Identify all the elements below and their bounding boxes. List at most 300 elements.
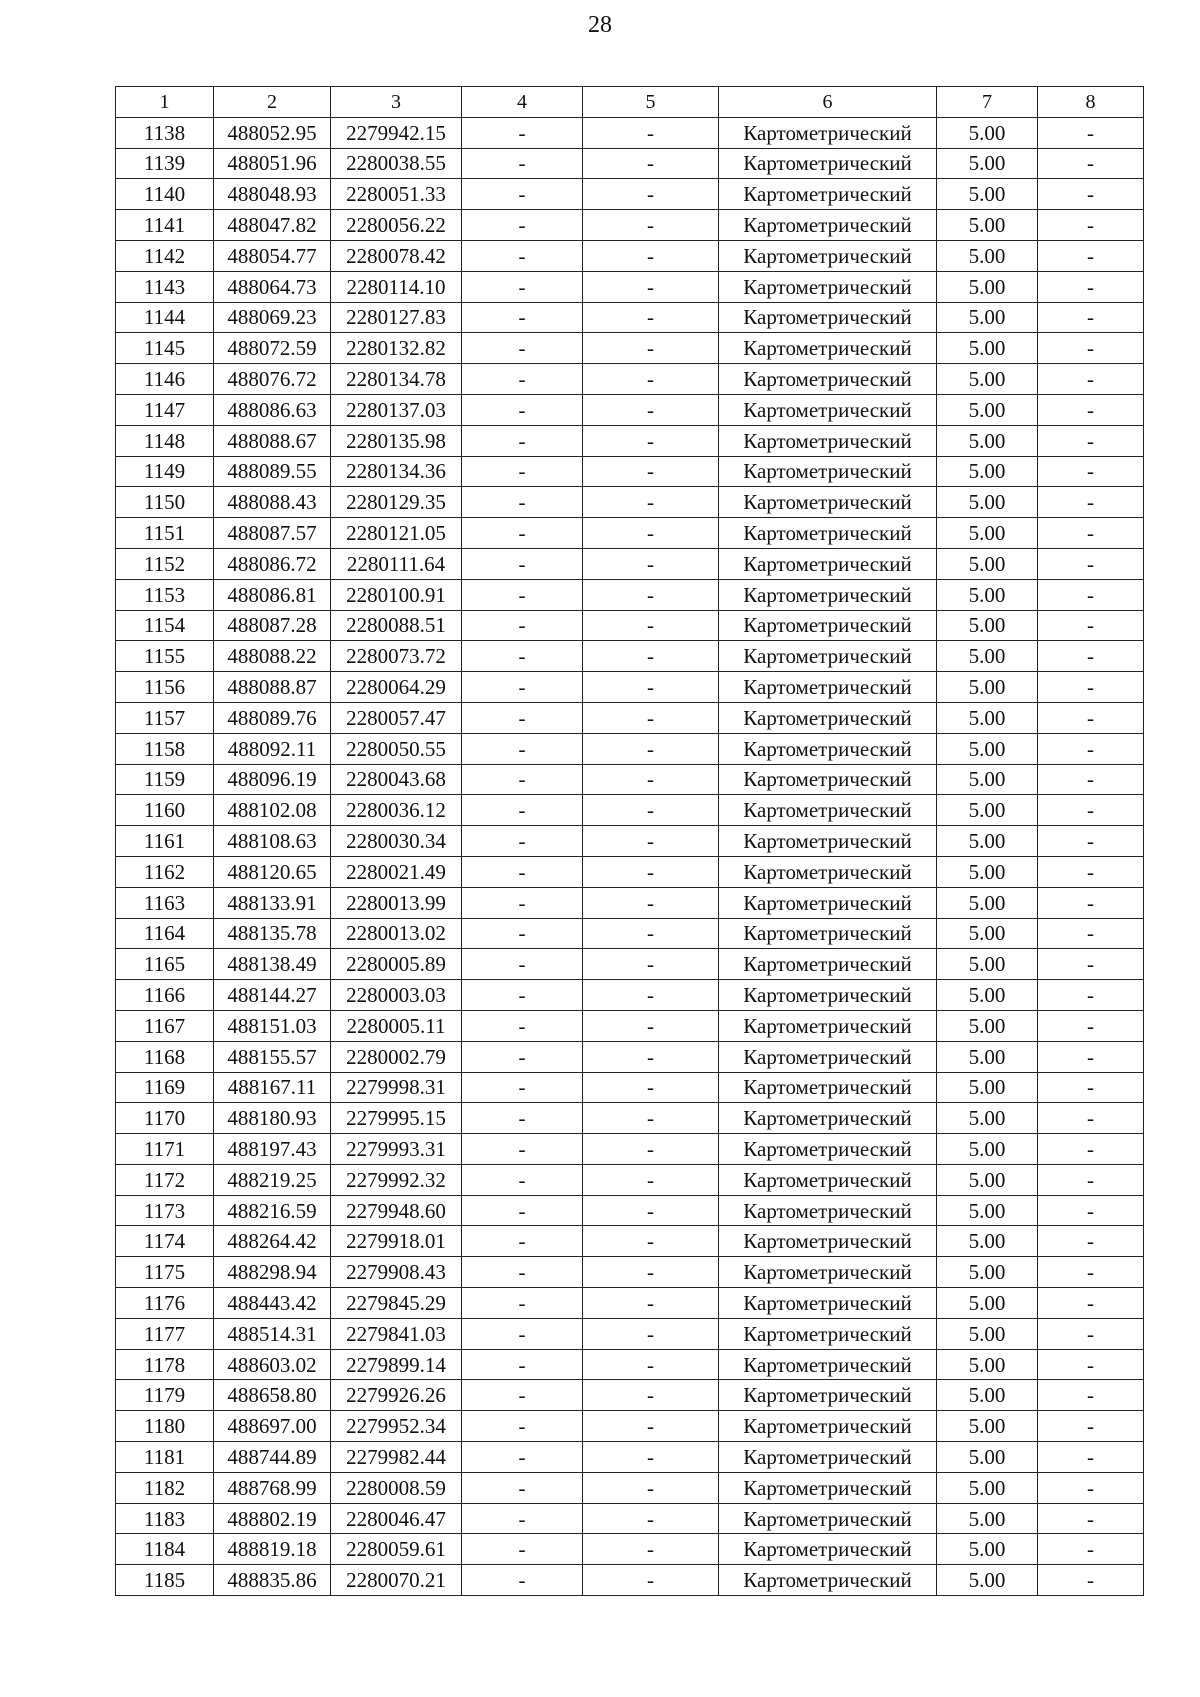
y-coordinate-cell: 2280043.68 [331,764,462,795]
table-row [116,1442,1144,1473]
x-coordinate-cell: 488514.31 [214,1318,331,1349]
col4-cell: - [462,764,583,795]
col8-cell: - [1038,117,1144,148]
method-cell: Картометрический [719,117,937,148]
y-coordinate-cell: 2280127.83 [331,302,462,333]
point-number-cell: 1185 [116,1565,214,1596]
point-number-cell: 1164 [116,918,214,949]
col5-cell: - [583,548,719,579]
x-coordinate-cell: 488088.87 [214,672,331,703]
y-coordinate-cell: 2280111.64 [331,548,462,579]
col4-cell: - [462,548,583,579]
col8-cell: - [1038,210,1144,241]
table-row [116,394,1144,425]
table-row [116,518,1144,549]
y-coordinate-cell: 2280073.72 [331,641,462,672]
point-number-cell: 1145 [116,333,214,364]
y-coordinate-cell: 2279926.26 [331,1380,462,1411]
accuracy-cell: 5.00 [937,610,1038,641]
method-cell: Картометрический [719,271,937,302]
point-number-cell: 1167 [116,1010,214,1041]
col5-cell: - [583,1288,719,1319]
method-cell: Картометрический [719,1041,937,1072]
table-row [116,672,1144,703]
y-coordinate-cell: 2279992.32 [331,1164,462,1195]
method-cell: Картометрический [719,641,937,672]
col4-cell: - [462,1164,583,1195]
column-header: 2 [214,87,331,118]
x-coordinate-cell: 488697.00 [214,1411,331,1442]
point-number-cell: 1152 [116,548,214,579]
table-row [116,1164,1144,1195]
table-row [116,148,1144,179]
point-number-cell: 1141 [116,210,214,241]
x-coordinate-cell: 488087.28 [214,610,331,641]
x-coordinate-cell: 488048.93 [214,179,331,210]
col4-cell: - [462,856,583,887]
accuracy-cell: 5.00 [937,733,1038,764]
table-row [116,610,1144,641]
table-row [116,1318,1144,1349]
col5-cell: - [583,672,719,703]
method-cell: Картометрический [719,1503,937,1534]
accuracy-cell: 5.00 [937,425,1038,456]
col4-cell: - [462,518,583,549]
col8-cell: - [1038,1472,1144,1503]
point-number-cell: 1178 [116,1349,214,1380]
accuracy-cell: 5.00 [937,1041,1038,1072]
method-cell: Картометрический [719,1134,937,1165]
y-coordinate-cell: 2280135.98 [331,425,462,456]
table-row [116,456,1144,487]
col5-cell: - [583,1349,719,1380]
table-row [116,1349,1144,1380]
col4-cell: - [462,1534,583,1565]
table-row [116,980,1144,1011]
accuracy-cell: 5.00 [937,1226,1038,1257]
col5-cell: - [583,210,719,241]
col8-cell: - [1038,1380,1144,1411]
x-coordinate-cell: 488086.81 [214,579,331,610]
col4-cell: - [462,240,583,271]
column-header: 7 [937,87,1038,118]
point-number-cell: 1162 [116,856,214,887]
col8-cell: - [1038,548,1144,579]
accuracy-cell: 5.00 [937,302,1038,333]
point-number-cell: 1170 [116,1103,214,1134]
table-row [116,1257,1144,1288]
point-number-cell: 1143 [116,271,214,302]
x-coordinate-cell: 488180.93 [214,1103,331,1134]
col5-cell: - [583,641,719,672]
point-number-cell: 1142 [116,240,214,271]
table-row [116,1503,1144,1534]
col8-cell: - [1038,364,1144,395]
col5-cell: - [583,1472,719,1503]
accuracy-cell: 5.00 [937,1164,1038,1195]
col5-cell: - [583,610,719,641]
col4-cell: - [462,364,583,395]
y-coordinate-cell: 2280046.47 [331,1503,462,1534]
col4-cell: - [462,210,583,241]
col8-cell: - [1038,425,1144,456]
x-coordinate-cell: 488298.94 [214,1257,331,1288]
accuracy-cell: 5.00 [937,364,1038,395]
x-coordinate-cell: 488108.63 [214,826,331,857]
method-cell: Картометрический [719,210,937,241]
x-coordinate-cell: 488768.99 [214,1472,331,1503]
accuracy-cell: 5.00 [937,394,1038,425]
y-coordinate-cell: 2280129.35 [331,487,462,518]
point-number-cell: 1168 [116,1041,214,1072]
y-coordinate-cell: 2280064.29 [331,672,462,703]
col4-cell: - [462,918,583,949]
method-cell: Картометрический [719,148,937,179]
method-cell: Картометрический [719,333,937,364]
col5-cell: - [583,1257,719,1288]
table-row [116,1534,1144,1565]
col4-cell: - [462,1103,583,1134]
accuracy-cell: 5.00 [937,641,1038,672]
point-number-cell: 1157 [116,702,214,733]
table-row [116,1226,1144,1257]
col4-cell: - [462,641,583,672]
table-row [116,641,1144,672]
point-number-cell: 1161 [116,826,214,857]
col4-cell: - [462,1226,583,1257]
x-coordinate-cell: 488133.91 [214,887,331,918]
method-cell: Картометрический [719,302,937,333]
accuracy-cell: 5.00 [937,856,1038,887]
y-coordinate-cell: 2280088.51 [331,610,462,641]
col5-cell: - [583,1442,719,1473]
method-cell: Картометрический [719,826,937,857]
col4-cell: - [462,795,583,826]
accuracy-cell: 5.00 [937,271,1038,302]
point-number-cell: 1172 [116,1164,214,1195]
column-header: 3 [331,87,462,118]
method-cell: Картометрический [719,1257,937,1288]
point-number-cell: 1179 [116,1380,214,1411]
y-coordinate-cell: 2280134.78 [331,364,462,395]
accuracy-cell: 5.00 [937,1472,1038,1503]
x-coordinate-cell: 488088.67 [214,425,331,456]
method-cell: Картометрический [719,856,937,887]
col5-cell: - [583,980,719,1011]
point-number-cell: 1169 [116,1072,214,1103]
col5-cell: - [583,1380,719,1411]
method-cell: Картометрический [719,1226,937,1257]
point-number-cell: 1171 [116,1134,214,1165]
table-row [116,1195,1144,1226]
y-coordinate-cell: 2280114.10 [331,271,462,302]
col4-cell: - [462,333,583,364]
accuracy-cell: 5.00 [937,148,1038,179]
table-row [116,179,1144,210]
accuracy-cell: 5.00 [937,579,1038,610]
col4-cell: - [462,733,583,764]
table-row [116,425,1144,456]
col8-cell: - [1038,918,1144,949]
x-coordinate-cell: 488835.86 [214,1565,331,1596]
y-coordinate-cell: 2280013.02 [331,918,462,949]
table-row [116,1288,1144,1319]
x-coordinate-cell: 488197.43 [214,1134,331,1165]
col8-cell: - [1038,980,1144,1011]
col4-cell: - [462,672,583,703]
col8-cell: - [1038,148,1144,179]
x-coordinate-cell: 488167.11 [214,1072,331,1103]
col8-cell: - [1038,1442,1144,1473]
y-coordinate-cell: 2279993.31 [331,1134,462,1165]
col4-cell: - [462,456,583,487]
table-row [116,1380,1144,1411]
x-coordinate-cell: 488086.72 [214,548,331,579]
y-coordinate-cell: 2280030.34 [331,826,462,857]
y-coordinate-cell: 2280005.89 [331,949,462,980]
point-number-cell: 1184 [116,1534,214,1565]
table-row [116,1472,1144,1503]
point-number-cell: 1182 [116,1472,214,1503]
point-number-cell: 1165 [116,949,214,980]
x-coordinate-cell: 488086.63 [214,394,331,425]
x-coordinate-cell: 488144.27 [214,980,331,1011]
accuracy-cell: 5.00 [937,1534,1038,1565]
accuracy-cell: 5.00 [937,1103,1038,1134]
col8-cell: - [1038,1195,1144,1226]
column-header: 6 [719,87,937,118]
col4-cell: - [462,117,583,148]
method-cell: Картометрический [719,887,937,918]
x-coordinate-cell: 488069.23 [214,302,331,333]
col5-cell: - [583,887,719,918]
point-number-cell: 1155 [116,641,214,672]
table-header-row [116,87,1144,118]
col4-cell: - [462,148,583,179]
table-row [116,333,1144,364]
accuracy-cell: 5.00 [937,1134,1038,1165]
x-coordinate-cell: 488088.43 [214,487,331,518]
col8-cell: - [1038,733,1144,764]
method-cell: Картометрический [719,795,937,826]
y-coordinate-cell: 2279982.44 [331,1442,462,1473]
y-coordinate-cell: 2279942.15 [331,117,462,148]
table-row [116,856,1144,887]
y-coordinate-cell: 2279841.03 [331,1318,462,1349]
col5-cell: - [583,333,719,364]
y-coordinate-cell: 2280078.42 [331,240,462,271]
point-number-cell: 1144 [116,302,214,333]
point-number-cell: 1147 [116,394,214,425]
col5-cell: - [583,918,719,949]
column-header: 1 [116,87,214,118]
col8-cell: - [1038,1072,1144,1103]
col8-cell: - [1038,394,1144,425]
point-number-cell: 1173 [116,1195,214,1226]
col5-cell: - [583,1565,719,1596]
x-coordinate-cell: 488155.57 [214,1041,331,1072]
col5-cell: - [583,456,719,487]
table-row [116,1411,1144,1442]
col8-cell: - [1038,1010,1144,1041]
col4-cell: - [462,179,583,210]
accuracy-cell: 5.00 [937,518,1038,549]
col8-cell: - [1038,641,1144,672]
table-row [116,1041,1144,1072]
table-row [116,702,1144,733]
col5-cell: - [583,1164,719,1195]
table-row [116,1134,1144,1165]
y-coordinate-cell: 2279899.14 [331,1349,462,1380]
col5-cell: - [583,702,719,733]
col8-cell: - [1038,1318,1144,1349]
method-cell: Картометрический [719,1318,937,1349]
point-number-cell: 1150 [116,487,214,518]
x-coordinate-cell: 488802.19 [214,1503,331,1534]
y-coordinate-cell: 2279952.34 [331,1411,462,1442]
x-coordinate-cell: 488064.73 [214,271,331,302]
col8-cell: - [1038,179,1144,210]
x-coordinate-cell: 488089.55 [214,456,331,487]
col4-cell: - [462,1010,583,1041]
col8-cell: - [1038,887,1144,918]
col4-cell: - [462,1041,583,1072]
method-cell: Картометрический [719,1565,937,1596]
col5-cell: - [583,148,719,179]
page-number: 28 [588,12,612,38]
col5-cell: - [583,1195,719,1226]
table-row [116,240,1144,271]
y-coordinate-cell: 2280050.55 [331,733,462,764]
method-cell: Картометрический [719,179,937,210]
method-cell: Картометрический [719,1472,937,1503]
col4-cell: - [462,1257,583,1288]
y-coordinate-cell: 2280013.99 [331,887,462,918]
method-cell: Картометрический [719,949,937,980]
accuracy-cell: 5.00 [937,117,1038,148]
col5-cell: - [583,425,719,456]
col8-cell: - [1038,1503,1144,1534]
col4-cell: - [462,1349,583,1380]
x-coordinate-cell: 488819.18 [214,1534,331,1565]
table-row [116,733,1144,764]
x-coordinate-cell: 488120.65 [214,856,331,887]
col4-cell: - [462,980,583,1011]
table-row [116,949,1144,980]
accuracy-cell: 5.00 [937,487,1038,518]
x-coordinate-cell: 488603.02 [214,1349,331,1380]
method-cell: Картометрический [719,1380,937,1411]
col8-cell: - [1038,579,1144,610]
col8-cell: - [1038,856,1144,887]
x-coordinate-cell: 488264.42 [214,1226,331,1257]
method-cell: Картометрический [719,1534,937,1565]
accuracy-cell: 5.00 [937,210,1038,241]
method-cell: Картометрический [719,702,937,733]
col4-cell: - [462,394,583,425]
y-coordinate-cell: 2279908.43 [331,1257,462,1288]
y-coordinate-cell: 2280005.11 [331,1010,462,1041]
col5-cell: - [583,1411,719,1442]
method-cell: Картометрический [719,672,937,703]
y-coordinate-cell: 2280100.91 [331,579,462,610]
col4-cell: - [462,1318,583,1349]
accuracy-cell: 5.00 [937,1195,1038,1226]
table-row [116,271,1144,302]
col5-cell: - [583,302,719,333]
accuracy-cell: 5.00 [937,1318,1038,1349]
y-coordinate-cell: 2280021.49 [331,856,462,887]
y-coordinate-cell: 2279845.29 [331,1288,462,1319]
point-number-cell: 1181 [116,1442,214,1473]
table-row [116,887,1144,918]
col4-cell: - [462,579,583,610]
point-number-cell: 1146 [116,364,214,395]
point-number-cell: 1148 [116,425,214,456]
accuracy-cell: 5.00 [937,1257,1038,1288]
col4-cell: - [462,1503,583,1534]
col8-cell: - [1038,1226,1144,1257]
x-coordinate-cell: 488219.25 [214,1164,331,1195]
x-coordinate-cell: 488138.49 [214,949,331,980]
column-header: 4 [462,87,583,118]
col8-cell: - [1038,1257,1144,1288]
accuracy-cell: 5.00 [937,1349,1038,1380]
col8-cell: - [1038,610,1144,641]
point-number-cell: 1174 [116,1226,214,1257]
method-cell: Картометрический [719,240,937,271]
col4-cell: - [462,887,583,918]
col5-cell: - [583,733,719,764]
col4-cell: - [462,1565,583,1596]
col4-cell: - [462,302,583,333]
col8-cell: - [1038,1288,1144,1319]
x-coordinate-cell: 488047.82 [214,210,331,241]
y-coordinate-cell: 2279998.31 [331,1072,462,1103]
y-coordinate-cell: 2280121.05 [331,518,462,549]
col8-cell: - [1038,1134,1144,1165]
method-cell: Картометрический [719,364,937,395]
col8-cell: - [1038,456,1144,487]
accuracy-cell: 5.00 [937,1442,1038,1473]
point-number-cell: 1180 [116,1411,214,1442]
col5-cell: - [583,487,719,518]
method-cell: Картометрический [719,764,937,795]
col8-cell: - [1038,518,1144,549]
col4-cell: - [462,1472,583,1503]
col8-cell: - [1038,1164,1144,1195]
x-coordinate-cell: 488092.11 [214,733,331,764]
accuracy-cell: 5.00 [937,548,1038,579]
col8-cell: - [1038,271,1144,302]
table-row [116,1010,1144,1041]
table-row [116,210,1144,241]
col8-cell: - [1038,672,1144,703]
col4-cell: - [462,1411,583,1442]
column-header: 8 [1038,87,1144,118]
col4-cell: - [462,487,583,518]
col5-cell: - [583,518,719,549]
col8-cell: - [1038,333,1144,364]
accuracy-cell: 5.00 [937,887,1038,918]
col8-cell: - [1038,1349,1144,1380]
col5-cell: - [583,117,719,148]
point-number-cell: 1140 [116,179,214,210]
accuracy-cell: 5.00 [937,1380,1038,1411]
method-cell: Картометрический [719,394,937,425]
point-number-cell: 1160 [116,795,214,826]
point-number-cell: 1156 [116,672,214,703]
